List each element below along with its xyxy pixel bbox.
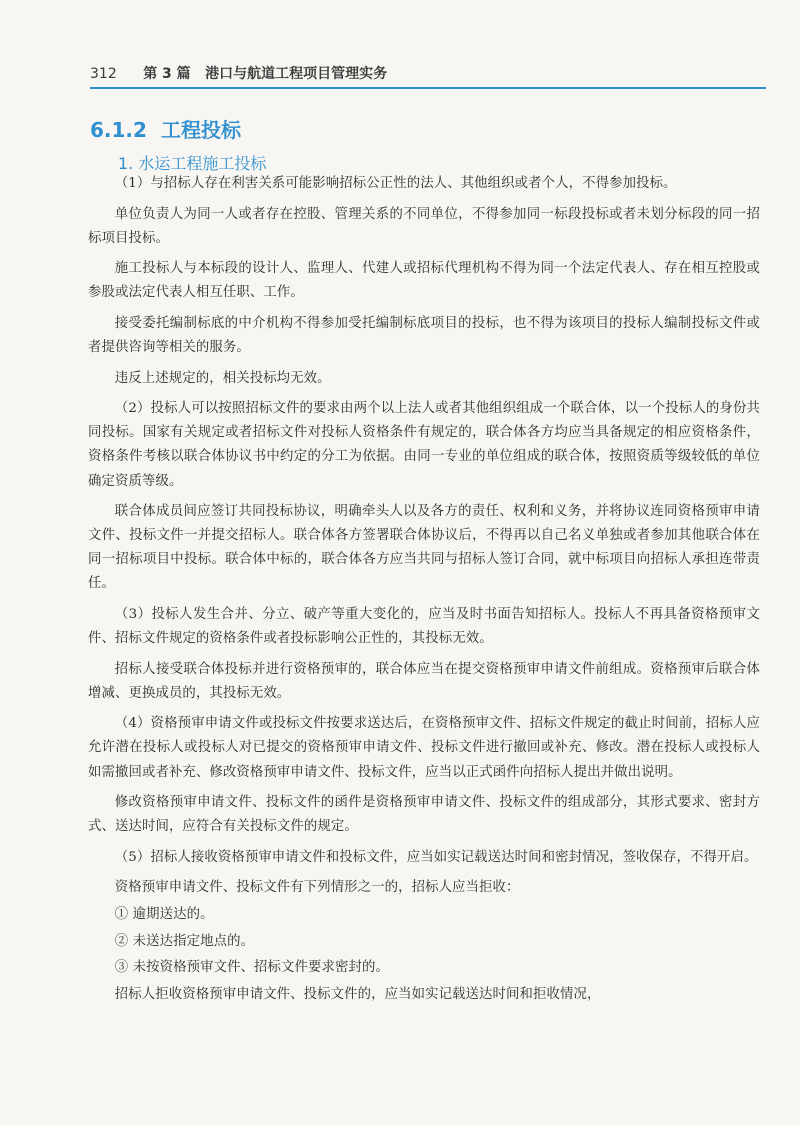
- section-number: 6.1.2: [90, 118, 147, 142]
- paragraph: （2）投标人可以按照招标文件的要求由两个以上法人或者其他组织组成一个联合体，以一个投标人的身份共同投标。国家有关规定或者招标文件对投标人资格条件有规定的，联合体各方均应当具备规定的相应资格条件，资格条件考核以联合体协议书中约定的分工为依据。由同一专业的单位组成的联合体，按照资质等级较低的单位确定资质等级。: [88, 401, 760, 489]
- paragraph: （4）资格预审申请文件或投标文件按要求送达后，在资格预审文件、招标文件规定的截止时间前，招标人应允许潜在投标人或投标人对已提交的资格预审申请文件、投标文件进行撤回或补充、修改。潜在投标人或投标人如需撤回或者补充、修改资格预审申请文件、投标文件，应当以正式函件向招标人提出并做出说明。: [88, 716, 760, 780]
- body-text: [88, 172, 760, 1013]
- paragraph: 单位负责人为同一人或者存在控股、管理关系的不同单位，不得参加同一标段投标或者未划分标段的同一招标项目投标。: [88, 206, 760, 246]
- list-item: ① 逾期送达的。: [114, 907, 214, 923]
- paragraph: 联合体成员间应签订共同投标协议，明确牵头人以及各方的责任、权利和义务，并将协议连同资格预审申请文件、投标文件一并提交招标人。联合体各方签署联合体协议后，不得再以自己名义单独或者参加其他联合体在同一招标项目中投标。联合体中标的，联合体各方应当共同与招标人签订合同，就中标项目向招标人承担连带责任。: [88, 504, 760, 592]
- paragraph: 招标人接受联合体投标并进行资格预审的，联合体应当在提交资格预审申请文件前组成。资格预审后联合体增减、更换成员的，其投标无效。: [88, 661, 760, 701]
- running-header: [90, 63, 760, 85]
- subheading: 1. 水运工程施工投标: [118, 154, 267, 173]
- part-label: 第 3 篇: [143, 66, 191, 82]
- paragraph: （3）投标人发生合并、分立、破产等重大变化的，应当及时书面告知招标人。投标人不再具备资格预审文件、招标文件规定的资格条件或者投标影响公正性的，其投标无效。: [88, 607, 760, 647]
- list-item: ③ 未按资格预审文件、招标文件要求密封的。: [114, 960, 389, 976]
- list-item: ② 未送达指定地点的。: [114, 933, 255, 949]
- paragraph: （1）与招标人存在利害关系可能影响招标公正性的法人、其他组织或者个人，不得参加投标。: [114, 176, 677, 191]
- header-rule: [90, 87, 766, 89]
- part-title: 港口与航道工程项目管理实务: [205, 66, 388, 82]
- section-heading: [90, 114, 241, 143]
- paragraph: 违反上述规定的，相关投标均无效。: [114, 370, 331, 386]
- paragraph: 招标人拒收资格预审申请文件、投标文件的，应当如实记载送达时间和拒收情况，: [114, 986, 601, 1002]
- section-title-text: 工程投标: [160, 118, 241, 142]
- page-number: 312: [90, 66, 117, 82]
- paragraph: 施工投标人与本标段的设计人、监理人、代建人或招标代理机构不得为同一个法定代表人、存在相互控股或参股或法定代表人相互任职、工作。: [88, 261, 760, 301]
- paragraph: （5）招标人接收资格预审申请文件和投标文件，应当如实记载送达时间和密封情况，签收保存，不得开启。: [114, 849, 758, 865]
- paragraph: 修改资格预审申请文件、投标文件的函件是资格预审申请文件、投标文件的组成部分，其形式要求、密封方式、送达时间，应符合有关投标文件的规定。: [88, 795, 760, 835]
- paragraph: 接受委托编制标底的中介机构不得参加受托编制标底项目的投标，也不得为该项目的投标人编制投标文件或者提供咨询等相关的服务。: [88, 315, 760, 356]
- paragraph: 资格预审申请文件、投标文件有下列情形之一的，招标人应当拒收：: [114, 880, 520, 896]
